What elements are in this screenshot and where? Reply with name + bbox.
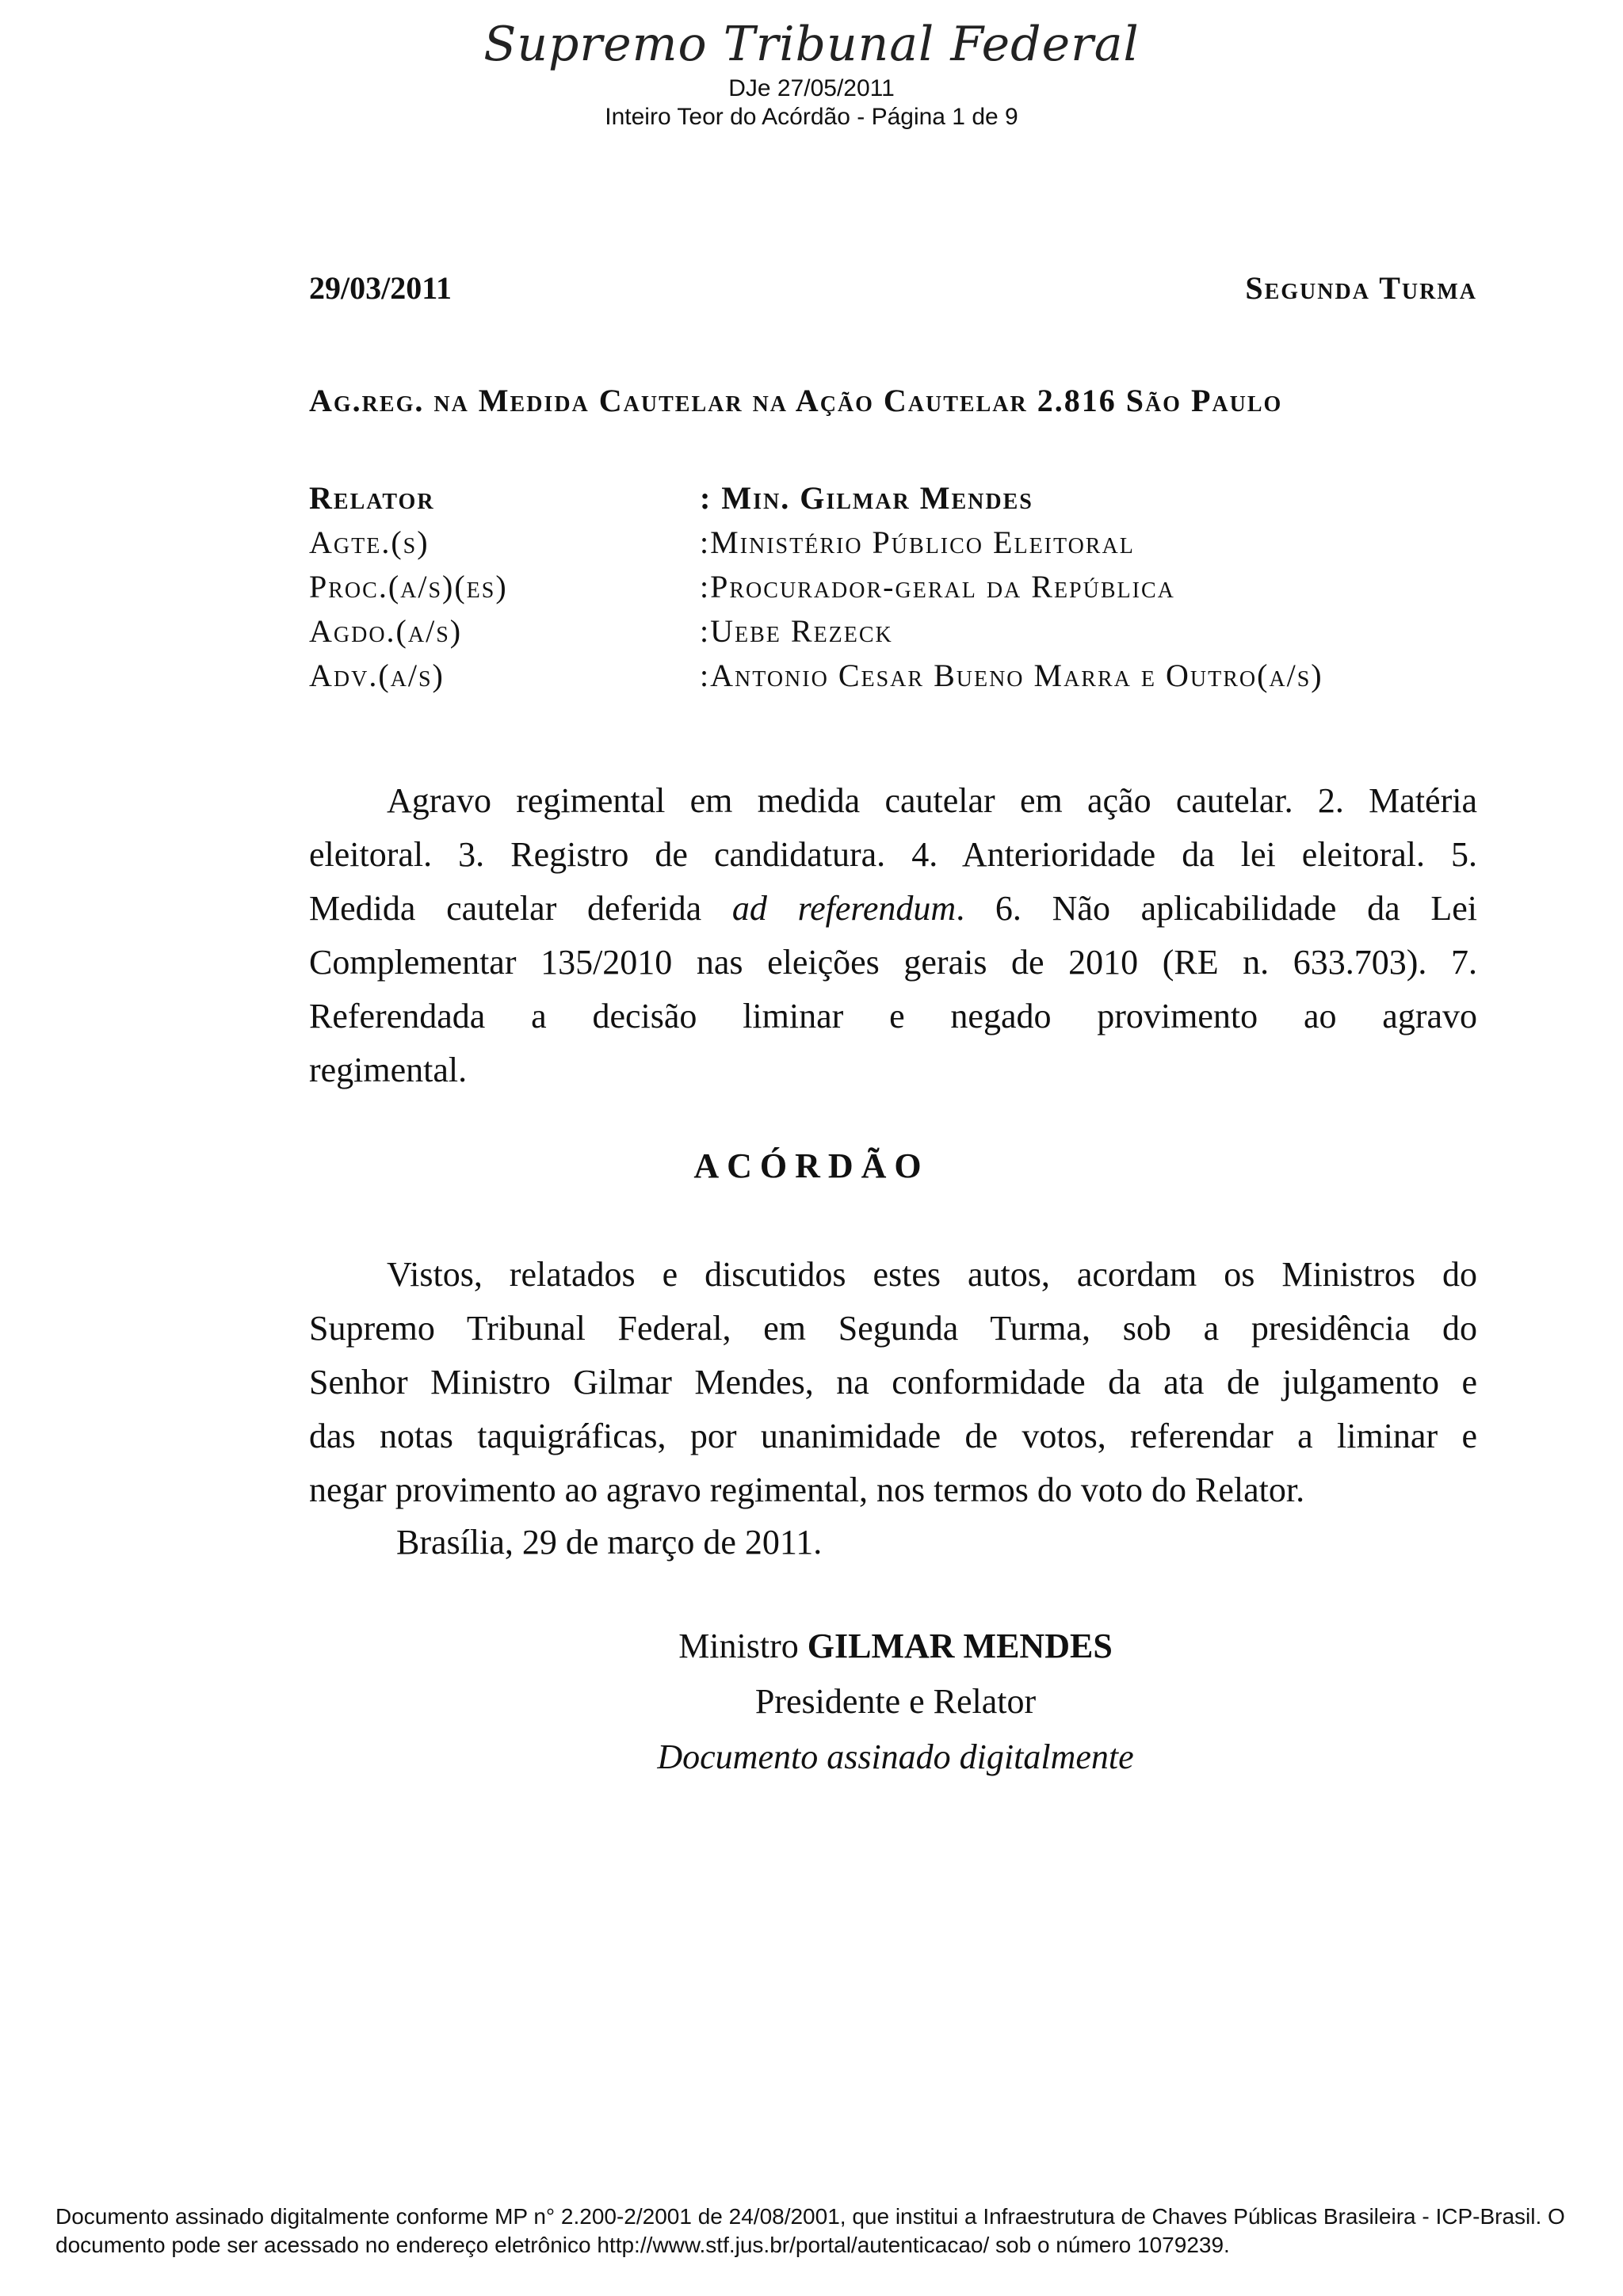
ementa-line: Complementar 135/2010 nas eleições gerais de 2010 (RE n. 633.703). 7. bbox=[309, 943, 1477, 982]
party-role: Adv.(a/s) bbox=[309, 658, 445, 693]
signature-note: Documento assinado digitalmente bbox=[657, 1737, 1134, 1776]
party-name bbox=[700, 612, 893, 650]
court-name: Supremo Tribunal Federal bbox=[483, 17, 1140, 72]
party-separator: : bbox=[700, 569, 711, 605]
party-name bbox=[700, 524, 1135, 561]
party-role: Agdo.(a/s) bbox=[309, 613, 463, 649]
session-date: 29/03/2011 bbox=[309, 270, 453, 306]
session-panel: Segunda Turma bbox=[1245, 270, 1477, 306]
ementa-line: Referendada a decisão liminar e negado provimento ao agravo bbox=[309, 997, 1477, 1035]
ementa-paragraph bbox=[309, 774, 1477, 1097]
party-role: Proc.(a/s)(es) bbox=[309, 569, 508, 605]
party-separator: : bbox=[700, 480, 712, 516]
signature-block bbox=[475, 1619, 1316, 1785]
party-role: Relator bbox=[309, 480, 435, 516]
ad-referendum: ad referendum bbox=[731, 889, 957, 928]
place-date: Brasília, 29 de março de 2011. bbox=[396, 1523, 823, 1562]
page-header bbox=[0, 14, 1623, 132]
acordao-line: Supremo Tribunal Federal, em Segunda Turma, sob a presidência do bbox=[309, 1309, 1477, 1348]
party-name-text: Ministério Público Eleitoral bbox=[710, 524, 1135, 560]
case-title: Ag.reg. na Medida Cautelar na Ação Cautelar 2.816 São Paulo bbox=[309, 383, 1283, 418]
party-name-text: Antonio Cesar Bueno Marra e Outro(a/s) bbox=[710, 658, 1323, 693]
party-row bbox=[309, 612, 1477, 657]
acordao-line: Vistos, relatados e discutidos estes autos, acordam os Ministros do bbox=[387, 1255, 1477, 1294]
parties-list bbox=[309, 479, 1477, 701]
party-separator: : bbox=[700, 613, 711, 649]
party-name bbox=[700, 479, 1033, 517]
footer-line: Documento assinado digitalmente conforme MP n° 2.200-2/2001 de 24/08/2001, que institui a Infraestrutura de Chaves Públicas Brasileira - ICP-Brasil. O bbox=[55, 2204, 1565, 2229]
signer-prefix: Ministro bbox=[678, 1627, 799, 1665]
signer-title: Presidente e Relator bbox=[754, 1682, 1037, 1721]
party-name bbox=[700, 657, 1323, 694]
party-name-text: Min. Gilmar Mendes bbox=[721, 480, 1033, 516]
ementa-line: Agravo regimental em medida cautelar em ação cautelar. 2. Matéria bbox=[387, 781, 1477, 820]
ementa-line: Medida cautelar deferida ad referendum. 6. Não aplicabilidade da Lei bbox=[309, 889, 1478, 928]
party-name-text: Uebe Rezeck bbox=[710, 613, 893, 649]
party-row bbox=[309, 568, 1477, 612]
acordao-heading: ACÓRDÃO bbox=[693, 1146, 930, 1185]
ementa-line: eleitoral. 3. Registro de candidatura. 4. Anterioridade da lei eleitoral. 5. bbox=[309, 835, 1477, 874]
ementa-line: regimental. bbox=[309, 1051, 468, 1089]
acordao-line: Senhor Ministro Gilmar Mendes, na conformidade da ata de julgamento e bbox=[309, 1363, 1477, 1402]
session-line bbox=[309, 269, 1477, 309]
party-role: Agte.(s) bbox=[309, 524, 430, 560]
party-row bbox=[309, 657, 1477, 701]
acordao-line: das notas taquigráficas, por unanimidade de votos, referendar a liminar e bbox=[309, 1417, 1477, 1455]
page-info: Inteiro Teor do Acórdão - Página 1 de 9 bbox=[605, 104, 1018, 130]
party-row bbox=[309, 479, 1477, 524]
party-name bbox=[700, 568, 1175, 605]
party-separator: : bbox=[700, 524, 711, 560]
party-separator: : bbox=[700, 658, 711, 693]
signer-line bbox=[475, 1619, 1316, 1674]
signer-name: GILMAR MENDES bbox=[807, 1627, 1113, 1665]
page-footer bbox=[55, 2203, 1569, 2260]
party-row bbox=[309, 524, 1477, 568]
acordao-line: negar provimento ao agravo regimental, nos termos do voto do Relator. bbox=[309, 1470, 1305, 1509]
party-name-text: Procurador-geral da República bbox=[710, 569, 1175, 605]
dje-date: DJe 27/05/2011 bbox=[728, 75, 895, 101]
footer-line: documento pode ser acessado no endereço eletrônico http://www.stf.jus.br/portal/autenticacao/ sob o número 1079239. bbox=[55, 2233, 1230, 2257]
acordao-paragraph bbox=[309, 1248, 1477, 1517]
